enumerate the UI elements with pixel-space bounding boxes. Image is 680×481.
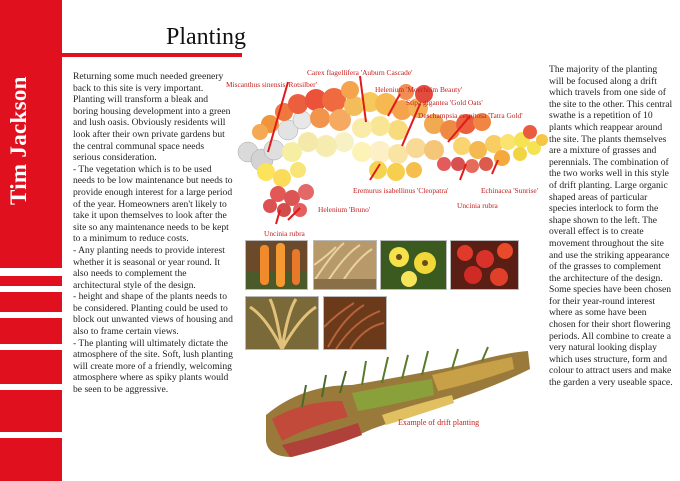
paragraph: - The planting will ultimately dictate the atmosphere of the site. Soft, lush planting will create more of a friendly, welcoming atmosphere where as spiky plants would be seen to be aggressive. bbox=[73, 337, 233, 396]
paragraph: Returning some much needed greenery back to this site is very important. Planting will transform a bleak and boring housing development into a green and lush oasis. Obviously residents will look after their own private gardens but the central communal space needs serious consideration. bbox=[73, 71, 231, 164]
left-body-text bbox=[73, 71, 233, 396]
plant-circles bbox=[238, 81, 548, 217]
drift-caption: Example of drift planting bbox=[398, 418, 480, 427]
photo-stipa bbox=[313, 240, 377, 290]
sidebar-stripe bbox=[0, 318, 62, 344]
label-stipa: Stipa gigantea 'Gold Oats' bbox=[406, 98, 483, 107]
photo-helenium bbox=[450, 240, 519, 290]
label-miscanthus: Miscanthus sinensis 'Rotsilber' bbox=[226, 80, 317, 89]
photo-eremurus bbox=[245, 240, 308, 290]
paragraph: - The vegetation which is to be used needs to be low maintenance but needs to provide enough interest for a large period of the year. Homeowners aren't likely to take it upon themselves to look after the site so any maintenance needs to be kept to a minimum to reduce costs. bbox=[73, 163, 233, 245]
label-uncinia-left: Uncinia rubra bbox=[264, 229, 305, 238]
sidebar-stripe bbox=[0, 350, 62, 384]
paragraph: - height and shape of the plants needs to be considered. Planting could be used to block out unwanted views of housing and also to frame certain views. bbox=[73, 291, 233, 338]
label-eremurus: Eremurus isabellinus 'Cleopatra' bbox=[353, 186, 449, 195]
label-helenium-bruno: Helenium 'Bruno' bbox=[318, 205, 371, 214]
sidebar-stripe bbox=[0, 390, 62, 432]
drift-planting-illustration bbox=[262, 345, 532, 465]
label-echinacea: Echinacea 'Sunrise' bbox=[481, 186, 539, 195]
author-name: Tim Jackson bbox=[6, 76, 31, 205]
label-deschampsia: Deschampsia cespitosa 'Tatra Gold' bbox=[418, 111, 523, 120]
photo-carex bbox=[323, 296, 387, 350]
sidebar-stripe bbox=[0, 438, 62, 481]
title-underline bbox=[62, 53, 242, 57]
label-uncinia-right: Uncinia rubra bbox=[457, 201, 498, 210]
sidebar-band bbox=[0, 0, 62, 481]
label-helenium-moerheim: Helenium 'Moerheim Beauty' bbox=[375, 85, 463, 94]
label-carex: Carex flagellifera 'Auburn Cascade' bbox=[307, 68, 413, 77]
right-body-text: The majority of the planting will be focused along a drift which travels from one side of the site to the other. This central swathe is a repetition of 10 plants which reappear around the site. The plants themselves are a mixture of grasses and perennials. The combination of the two works well in this style of drift planting. Large organic shaped areas of particular species interlock to form the shape shown to the left. The overall effect is to create movement throughout the site and use the striking appearance of the grasses to complement the architecture of the design. Some species have been chosen for their year-round interest where as some have been chosen for their short flowering periods. All combine to create a very natural looking display which uses structure, form and colour to attract users and make the garden a very useable space. bbox=[549, 64, 673, 389]
sidebar-stripe bbox=[0, 276, 62, 286]
sidebar-stripe bbox=[0, 292, 62, 312]
paragraph: - Any planting needs to provide interest whether it is seasonal or year round. It also needs to complement the architectural style of the design. bbox=[73, 244, 225, 291]
photo-deschampsia bbox=[245, 296, 319, 350]
page-title: Planting bbox=[166, 24, 247, 50]
photo-echinacea bbox=[380, 240, 447, 290]
